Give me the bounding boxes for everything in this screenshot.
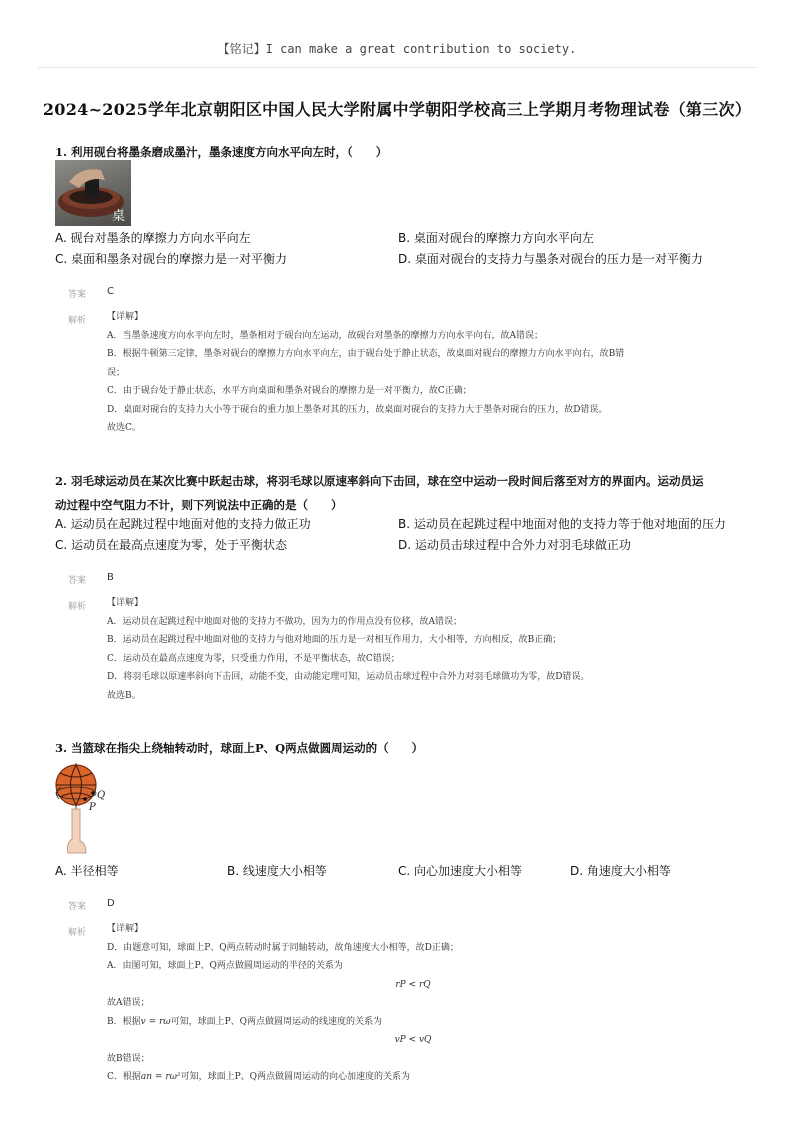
q1-option-c[interactable]: C. 桌面和墨条对砚台的摩擦力是一对平衡力	[55, 252, 288, 266]
q3-basketball-figure	[55, 763, 117, 857]
q2-stem	[55, 469, 704, 517]
q2-option-c[interactable]: C. 运动员在最高点速度为零，处于平衡状态	[55, 538, 288, 552]
equation-vp-vq: vP < vQ	[394, 1035, 432, 1045]
q3-explanation	[107, 920, 719, 1087]
q2-option-a[interactable]: A. 运动员在起跳过程中地面对他的支持力做正功	[55, 517, 311, 531]
exam-title: 2024~2025学年北京朝阳区中国人民大学附属中学朝阳学校高三上学期月考物理试卷（第三次）	[42, 100, 752, 119]
q3-stem: 3. 当篮球在指尖上绕轴转动时，球面上P、Q两点做圆周运动的（ ）	[55, 741, 424, 755]
q3-answer: D	[107, 898, 115, 909]
explanation-line: C．运动员在最高点速度为零，只受重力作用，不是平衡状态，故C错误；	[107, 653, 400, 664]
explanation-line	[107, 1068, 719, 1087]
q1-inkstone-image	[55, 160, 131, 226]
explanation-line: A．由图可知，球面上P、Q两点做圆周运动的半径的关系为	[107, 961, 343, 971]
explanation-line: A．运动员在起跳过程中地面对他的支持力不做功，因为力的作用点没有位移，故A错误；	[107, 616, 463, 627]
explanation-line: 故选C。	[107, 423, 141, 433]
formula-v: v = rω	[140, 1016, 171, 1027]
explanation-line: D．将羽毛球以原速率斜向下击回，动能不变，由动能定理可知，运动员击球过程中合外力对羽毛球做功为零，故D错误。	[107, 672, 590, 682]
q2-analysis-label: 解析	[68, 602, 87, 612]
q2-stem-line: 动过程中空气阻力不计，则下列说法中正确的是（ ）	[55, 498, 343, 512]
text-segment: C．根据	[107, 1072, 141, 1082]
explanation-line: D．桌面对砚台的支持力大小等于砚台的重力加上墨条对其的压力，故桌面对砚台的支持力大于墨条对砚台的压力，故D错误。	[107, 404, 608, 415]
q3-option-c[interactable]: C. 向心加速度大小相等	[398, 864, 523, 878]
q3-option-b[interactable]: B. 线速度大小相等	[227, 864, 327, 878]
explanation-line: 故选B。	[107, 690, 141, 701]
explanation-line: 故B错误；	[107, 1053, 150, 1064]
q1-image-caption: 桌	[111, 209, 125, 224]
q3-answer-label: 答案	[68, 902, 87, 912]
q1-answer-label: 答案	[68, 290, 87, 300]
q2-option-d[interactable]: D. 运动员击球过程中合外力对羽毛球做正功	[398, 538, 631, 552]
q3-option-d[interactable]: D. 角速度大小相等	[570, 864, 671, 878]
explanation-line: B．运动员在起跳过程中地面对他的支持力与他对地面的压力是一对相互作用力，大小相等，方向相反，故B正确；	[107, 635, 562, 645]
q3-point-p-label: P	[89, 802, 96, 813]
explanation-line: 【详解】	[107, 598, 144, 608]
explanation-line	[107, 1013, 719, 1032]
explanation-line: 误；	[107, 367, 126, 378]
q1-stem: 1. 利用砚台将墨条磨成墨汁，墨条速度方向水平向左时，（ ）	[55, 145, 388, 159]
header-divider	[38, 67, 756, 68]
basketball-illustration	[55, 763, 117, 857]
q2-stem-line: 2. 羽毛球运动员在某次比赛中跃起击球，将羽毛球以原速率斜向下击回，球在空中运动一段时间后落至对方的界面内。运动员运	[55, 474, 704, 488]
header-motto: 【铭记】I can make a great contribution to society.	[217, 42, 577, 56]
q1-explanation	[107, 308, 719, 438]
q2-explanation	[107, 594, 719, 705]
explanation-line: A．当墨条速度方向水平向左时，墨条相对于砚台向左运动，故砚台对墨条的摩擦力方向水平向右，故A错误；	[107, 330, 544, 341]
explanation-line: D．由题意可知，球面上P、Q两点转动时属于同轴转动，故角速度大小相等，故D正确；	[107, 942, 459, 953]
q2-option-b[interactable]: B. 运动员在起跳过程中地面对他的支持力等于他对地面的压力	[398, 517, 726, 531]
q3-point-q-label: Q	[97, 790, 106, 801]
explanation-line: B．根据牛顿第三定律，墨条对砚台的摩擦力方向水平向左，由于砚台处于静止状态，故桌面对砚台的摩擦力方向水平向右，故B错	[107, 349, 625, 359]
q1-answer: C	[107, 286, 114, 297]
q3-analysis-label: 解析	[68, 928, 87, 938]
explanation-line: C．由于砚台处于静止状态，水平方向桌面和墨条对砚台的摩擦力是一对平衡力，故C正确；	[107, 386, 472, 396]
text-segment: 可知，球面上P、Q两点做圆周运动的向心加速度的关系为	[180, 1072, 411, 1082]
q2-answer-label: 答案	[68, 576, 87, 586]
text-segment: 可知，球面上P、Q两点做圆周运动的线速度的关系为	[170, 1016, 383, 1027]
formula-an: an = rω²	[140, 1072, 181, 1082]
explanation-line: 故A错误；	[107, 998, 150, 1008]
text-segment: B．根据	[107, 1016, 141, 1027]
explanation-line: 【详解】	[107, 924, 144, 934]
explanation-line: 【详解】	[107, 312, 144, 322]
q3-option-a[interactable]: A. 半径相等	[55, 864, 119, 878]
q1-option-b[interactable]: B. 桌面对砚台的摩擦力方向水平向左	[398, 231, 594, 245]
q2-answer: B	[107, 572, 114, 583]
q1-analysis-label: 解析	[68, 316, 87, 326]
q1-option-d[interactable]: D. 桌面对砚台的支持力与墨条对砚台的压力是一对平衡力	[398, 252, 703, 266]
equation-rp-rq: rP < rQ	[395, 979, 431, 990]
q1-option-a[interactable]: A. 砚台对墨条的摩擦力方向水平向左	[55, 231, 251, 245]
